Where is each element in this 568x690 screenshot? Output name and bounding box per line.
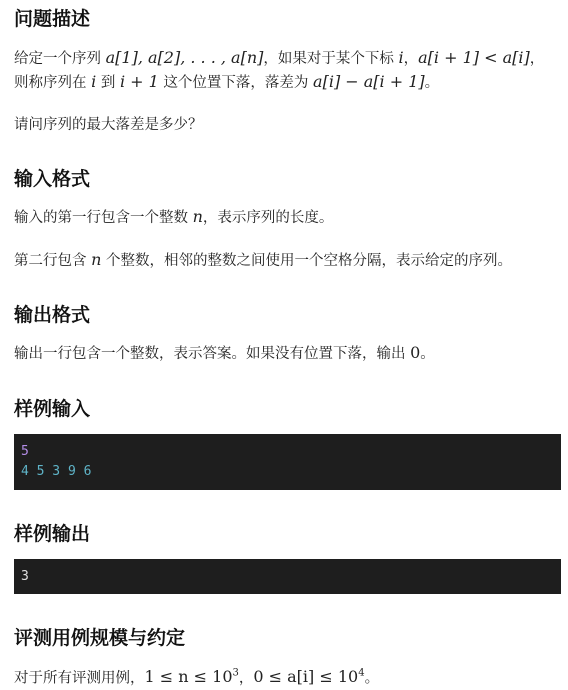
sample-input-line-1: 5 (21, 444, 29, 459)
sample-output-line-1: 3 (21, 569, 29, 584)
math-a-range-exp: 4 (358, 668, 365, 679)
math-n: n (91, 250, 102, 269)
text: 。 (364, 670, 380, 687)
sample-output-code-block (14, 559, 561, 594)
text: ，如果对于某个下标 (263, 51, 399, 67)
math-n-range (145, 667, 239, 686)
section-title-output: 输出格式 (14, 304, 91, 326)
constraints-para (14, 663, 379, 689)
section-title-constraints: 评测用例规模与约定 (14, 627, 186, 649)
text: ， (403, 51, 419, 67)
math-n-range-base: 1 ≤ n ≤ 10 (144, 667, 233, 687)
math-condition: a[i + 1] < a[i] (418, 48, 530, 67)
input-para2 (14, 249, 512, 272)
math-i-plus-1: i + 1 (119, 72, 159, 91)
math-a-range-base: 0 ≤ a[i] ≤ 10 (253, 667, 359, 687)
text: ，表示序列的长度。 (202, 210, 334, 226)
text: 个整数，相邻的整数之间使用一个空格分隔，表示给定的序列。 (101, 253, 513, 269)
problem-para1-line2 (14, 71, 439, 94)
text: 则称序列在 (14, 75, 92, 91)
text: 。 (424, 75, 440, 91)
math-n-range-exp: 3 (232, 668, 239, 679)
problem-para2: 请问序列的最大落差是多少？ (14, 117, 203, 133)
text: 给定一个序列 (14, 51, 106, 67)
section-title-sample-output: 样例输出 (14, 523, 91, 545)
math-i: i (91, 72, 97, 91)
math-index: i (398, 48, 404, 67)
text: 输出一行包含一个整数，表示答案。如果没有位置下落，输出 (14, 346, 411, 362)
math-a-range (253, 667, 364, 686)
output-para1 (14, 342, 435, 365)
section-title-input: 输入格式 (14, 168, 91, 190)
text: 第二行包含 (14, 253, 92, 269)
text: ， (238, 670, 254, 687)
text: 对于所有评测用例， (14, 670, 145, 687)
text: 这个位置下落，落差为 (158, 75, 314, 91)
problem-para1-line1 (14, 47, 544, 70)
text: 到 (96, 75, 120, 91)
section-title-problem: 问题描述 (14, 8, 91, 30)
text: 输入的第一行包含一个整数 (14, 210, 193, 226)
section-title-sample-input: 样例输入 (14, 398, 91, 420)
math-sequence: a[1], a[2], . . . , a[n] (105, 48, 264, 67)
input-para1 (14, 206, 333, 229)
sample-input-line-2: 4 5 3 9 6 (21, 464, 92, 479)
math-zero: 0 (410, 343, 421, 362)
math-drop: a[i] − a[i + 1] (313, 72, 425, 91)
text: ， (529, 51, 545, 67)
text: 。 (420, 346, 435, 362)
sample-input-code-block (14, 434, 561, 490)
math-n: n (192, 207, 203, 226)
